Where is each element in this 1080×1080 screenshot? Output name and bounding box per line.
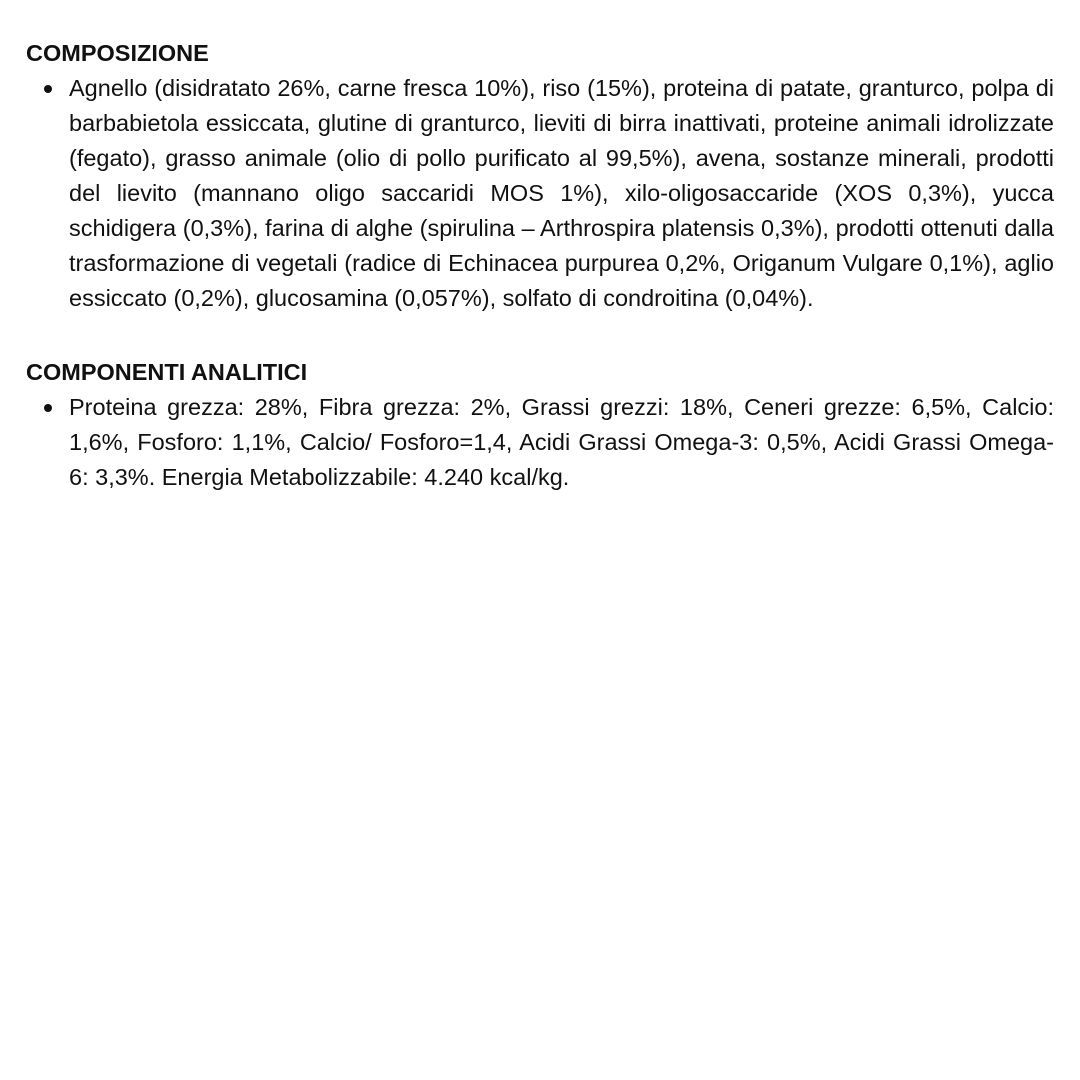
analytical-components-text: Proteina grezza: 28%, Fibra grezza: 2%, Grassi grezzi: 18%, Ceneri grezze: 6,5%, Calcio: 1,6%, Fosforo: 1,1%, Calcio/ Fosforo=1,4, Acidi Grassi Omega-3: 0,5%, Acidi Grassi Omega-6: 3,3%. Energia Metabolizzabile: 4.240 kcal/kg. (69, 394, 1054, 490)
composition-list (26, 71, 1054, 316)
analytical-components-section (26, 355, 1054, 495)
composition-text: Agnello (disidratato 26%, carne fresca 10%), riso (15%), proteina di patate, granturco, polpa di barbabietola essiccata, glutine di granturco, lieviti di birra inattivati, proteine animali idrolizzate (fegato), grasso animale (olio di pollo purificato al 99,5%), avena, sostanze minerali, prodotti del lievito (mannano oligo saccaridi MOS 1%), xilo-oligosaccaride (XOS 0,3%), yucca schidigera (0,3%), farina di alghe (spirulina – Arthrospira platensis 0,3%), prodotti ottenuti dalla trasformazione di vegetali (radice di Echinacea purpurea 0,2%, Origanum Vulgare 0,1%), aglio essiccato (0,2%), glucosamina (0,057%), solfato di condroitina (0,04%). (69, 75, 1054, 311)
bullet-dot-icon (44, 404, 52, 412)
bullet-dot-icon (44, 85, 52, 93)
section-title-componenti-analitici: COMPONENTI ANALITICI (26, 359, 308, 385)
list-item (26, 390, 1054, 495)
list-item (26, 71, 1054, 316)
composition-section (26, 36, 1054, 316)
document-page (26, 36, 1054, 534)
analytical-components-list (26, 390, 1054, 495)
section-title-composizione: COMPOSIZIONE (26, 40, 209, 66)
